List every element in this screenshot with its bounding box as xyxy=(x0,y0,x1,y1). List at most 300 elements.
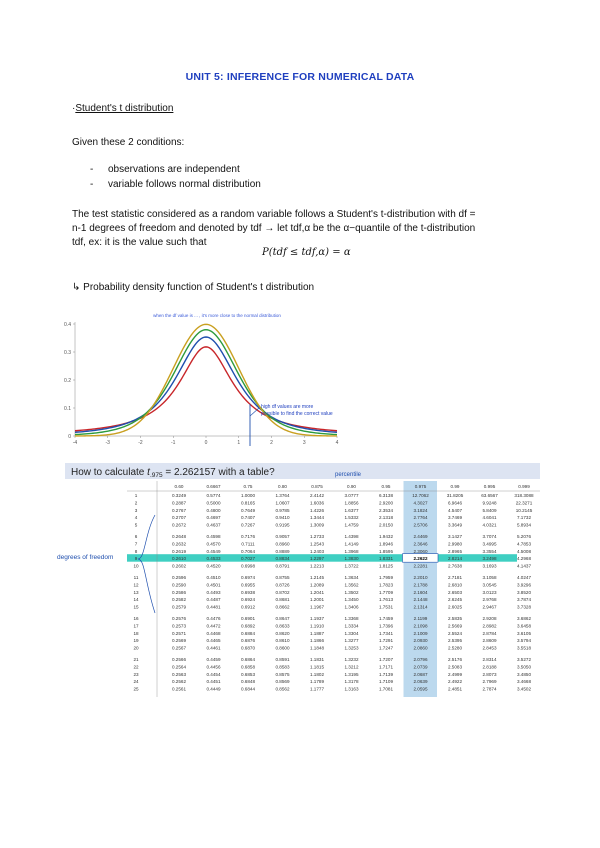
table-cell: 6.9646 xyxy=(447,500,463,506)
table-cell: 2.0150 xyxy=(378,522,394,528)
table-cell: 0.2586 xyxy=(171,589,187,595)
table-cell: 1.7459 xyxy=(378,616,394,621)
table-cell: 1.3634 xyxy=(344,575,359,580)
table-cell: 2.2281 xyxy=(413,563,428,569)
table-cell: 0.4549 xyxy=(206,548,221,554)
table-cell: 0.2582 xyxy=(171,597,187,603)
condition-item xyxy=(90,178,261,192)
column-header: 0.975 xyxy=(414,484,427,489)
table-cell: 1.2001 xyxy=(309,597,325,603)
table-cell: 0.4533 xyxy=(206,556,221,562)
table-cell: 0.2590 xyxy=(171,582,187,588)
table-cell: 2.1788 xyxy=(413,582,428,588)
table-cell: 0.2767 xyxy=(171,507,187,513)
pdf-heading: ↳ Probability density function of Student's t distribution xyxy=(72,282,315,293)
condition-dash: - xyxy=(90,179,94,190)
table-cell: 0.4697 xyxy=(206,515,221,521)
page-title: UNIT 5: INFERENCE FOR NUMERICAL DATA xyxy=(185,71,415,83)
table-cell: 4.2968 xyxy=(516,556,532,562)
table-cell: 2.3646 xyxy=(413,541,428,547)
table-cell: 0.4476 xyxy=(206,616,221,621)
table-cell: 0.2573 xyxy=(171,623,187,629)
table-cell: 0.6884 xyxy=(240,630,256,636)
table-cell: 2.5176 xyxy=(447,657,463,662)
table-cell: 1.4226 xyxy=(309,507,325,513)
column-header: 0.95 xyxy=(381,484,391,489)
table-cell: 22.3271 xyxy=(515,500,533,506)
table-cell: 3.5794 xyxy=(516,638,532,644)
table-cell: 3.6458 xyxy=(516,623,532,629)
table-cell: 1.3009 xyxy=(309,522,325,528)
table-cell: 0.7111 xyxy=(241,541,255,547)
table-cell: 4.3027 xyxy=(413,500,428,506)
df-cell: 18 xyxy=(133,630,139,636)
table-cell: 0.2563 xyxy=(171,671,187,677)
table-cell: 0.6844 xyxy=(240,686,256,692)
x-tick-label: -3 xyxy=(105,440,110,446)
table-cell: 0.6955 xyxy=(240,582,256,588)
df-cell: 5 xyxy=(134,522,138,528)
table-cell: 1.7081 xyxy=(378,686,394,692)
quantile-formula: P(tdf ≤ tdf,α) = α xyxy=(262,247,351,258)
table-cell: 0.4465 xyxy=(206,638,221,644)
table-cell: 2.0930 xyxy=(413,638,428,644)
table-cell: 4.5008 xyxy=(516,548,532,554)
table-cell: 4.1437 xyxy=(516,563,532,569)
table-cell: 0.2561 xyxy=(171,686,187,692)
table-cell: 3.1824 xyxy=(413,507,428,513)
table-cell: 0.6876 xyxy=(240,638,256,644)
chart-annotation: possible to find the correct value xyxy=(261,411,333,417)
table-cell: 4.0321 xyxy=(482,522,497,528)
table-cell: 0.2579 xyxy=(171,604,187,610)
df-cell: 14 xyxy=(133,597,139,603)
y-tick-label: 0 xyxy=(68,434,71,440)
table-cell: 3.9296 xyxy=(516,582,532,588)
table-cell: 1.1815 xyxy=(309,664,325,670)
table-cell: 0.7649 xyxy=(240,507,256,513)
table-cell: 2.7764 xyxy=(413,515,428,521)
table-cell: 0.4598 xyxy=(206,534,221,539)
table-cell: 3.4850 xyxy=(516,671,532,677)
table-cell: 1.3968 xyxy=(344,548,359,554)
table-cell: 3.5272 xyxy=(516,657,532,662)
table-cell: 0.6974 xyxy=(240,575,256,580)
table-cell: 0.4451 xyxy=(206,679,221,685)
table-cell: 1.7291 xyxy=(378,638,394,644)
table-cell: 4.7853 xyxy=(516,541,532,547)
table-cell: 2.4999 xyxy=(447,671,463,677)
table-cell: 2.3534 xyxy=(378,507,394,513)
annotation-pointer xyxy=(250,408,259,416)
table-cell: 1.1887 xyxy=(309,630,325,636)
table-cell: 0.9195 xyxy=(275,522,290,528)
table-cell: 2.0860 xyxy=(413,645,428,651)
table-cell: 31.8205 xyxy=(446,493,464,498)
table-cell: 1.7709 xyxy=(378,589,394,595)
table-cell: 0.8620 xyxy=(275,630,290,636)
table-cell: 0.6848 xyxy=(240,679,256,685)
column-header: 0.60 xyxy=(174,484,184,489)
chart-annotation: high df values are more xyxy=(261,404,314,410)
table-cell: 2.5669 xyxy=(447,623,463,629)
pdf-curve-green xyxy=(75,330,337,435)
table-cell: 1.2145 xyxy=(309,575,325,580)
table-cell: 4.0247 xyxy=(516,575,532,580)
table-cell: 0.4461 xyxy=(206,645,221,651)
table-cell: 3.0123 xyxy=(482,589,497,595)
table-cell: 1.9432 xyxy=(378,534,394,539)
table-cell: 1.3212 xyxy=(344,664,359,670)
table-cell: 3.2498 xyxy=(482,556,497,562)
table-cell: 2.6810 xyxy=(447,582,463,588)
dof-bracket xyxy=(138,515,155,613)
table-cell: 0.4510 xyxy=(206,575,221,580)
condition-text: variable follows normal distribution xyxy=(108,179,261,190)
table-cell: 0.4493 xyxy=(206,589,221,595)
table-cell: 2.7181 xyxy=(447,575,463,580)
table-cell: 0.4637 xyxy=(206,522,221,528)
table-cell: 2.0687 xyxy=(413,671,428,677)
table-cell: 0.6858 xyxy=(240,664,256,670)
table-cell: 2.1448 xyxy=(413,597,428,603)
table-cell: 3.3554 xyxy=(482,548,497,554)
table-cell: 2.5524 xyxy=(447,630,463,636)
table-cell: 3.7874 xyxy=(516,597,532,603)
table-cell: 0.8591 xyxy=(275,657,290,662)
percentile-label: percentile xyxy=(335,472,362,478)
column-header: 0.6667 xyxy=(206,484,221,489)
table-cell: 3.5518 xyxy=(516,645,532,651)
table-cell: 2.5395 xyxy=(447,638,463,644)
table-cell: 2.0639 xyxy=(413,679,428,685)
df-cell: 16 xyxy=(133,616,139,621)
table-cell: 1.7341 xyxy=(378,630,394,636)
table-cell: 7.1732 xyxy=(516,515,532,521)
table-cell: 1.7396 xyxy=(378,623,394,629)
table-cell: 0.2707 xyxy=(171,515,187,521)
table-cell: 3.0777 xyxy=(344,493,359,498)
table-cell: 1.8125 xyxy=(378,563,394,569)
table-cell: 1.8856 xyxy=(344,500,359,506)
table-cell: 0.4570 xyxy=(206,541,221,547)
table-cell: 0.8569 xyxy=(275,679,290,685)
df-cell: 10 xyxy=(133,563,139,569)
df-cell: 13 xyxy=(133,589,139,595)
table-cell: 1.1910 xyxy=(309,623,325,629)
table-cell: 0.4501 xyxy=(206,582,221,588)
table-cell: 1.7139 xyxy=(378,671,394,677)
table-cell: 3.0545 xyxy=(482,582,497,588)
table-cell: 1.3232 xyxy=(344,657,359,662)
table-cell: 0.8647 xyxy=(275,616,290,621)
table-cell: 2.8609 xyxy=(482,638,497,644)
table-cell: 2.5706 xyxy=(413,522,428,528)
table-cell: 4.6041 xyxy=(482,515,497,521)
table-cell: 1.2297 xyxy=(309,556,325,562)
pdf-curve-red xyxy=(75,347,337,431)
table-cell: 1.4759 xyxy=(344,522,359,528)
table-cell: 2.6245 xyxy=(447,597,463,603)
table-cell: 1.7823 xyxy=(378,582,394,588)
df-cell: 17 xyxy=(133,623,139,629)
x-tick-label: 3 xyxy=(302,440,306,446)
table-cell: 0.2571 xyxy=(171,630,187,636)
table-cell: 0.2610 xyxy=(171,556,187,562)
table-cell: 0.2569 xyxy=(171,638,187,644)
table-cell: 1.2403 xyxy=(309,548,325,554)
table-cell: 2.2010 xyxy=(413,575,428,580)
table-cell: 2.7638 xyxy=(447,563,463,569)
column-header: 0.875 xyxy=(311,484,323,489)
table-cell: 0.8755 xyxy=(275,575,290,580)
table-cell: 0.2566 xyxy=(171,657,187,662)
table-cell: 2.1604 xyxy=(413,589,428,595)
df-cell: 24 xyxy=(133,679,139,685)
table-cell: 0.6998 xyxy=(240,563,256,569)
table-cell: 1.7109 xyxy=(378,679,394,685)
table-cell: 2.2622 xyxy=(413,556,428,562)
table-cell: 1.3562 xyxy=(344,582,359,588)
table-cell: 1.3722 xyxy=(344,563,359,569)
table-cell: 1.7613 xyxy=(378,597,394,603)
table-cell: 1.1937 xyxy=(309,616,325,621)
table-cell: 2.9980 xyxy=(447,541,463,547)
paragraph-line: n-1 degrees of freedom and denoted by tdf → let tdf,α be the α−quantile of the t-distribution xyxy=(72,223,476,234)
table-cell: 3.1427 xyxy=(447,534,463,539)
df-cell: 4 xyxy=(134,515,138,521)
table-cell: 3.7074 xyxy=(482,534,497,539)
table-cell: 0.7027 xyxy=(240,556,256,562)
pdf-curve-blue xyxy=(75,337,337,432)
table-cell: 3.6105 xyxy=(516,630,532,636)
table-cell: 3.7328 xyxy=(516,604,532,610)
df-cell: 11 xyxy=(133,575,139,580)
y-tick-label: 0.3 xyxy=(64,350,71,356)
table-cell: 0.4481 xyxy=(206,604,221,610)
y-tick-label: 0.4 xyxy=(64,322,71,328)
table-cell: 3.4995 xyxy=(482,541,497,547)
table-cell: 0.2648 xyxy=(171,534,187,539)
table-cell: 0.4468 xyxy=(206,630,221,636)
table-cell: 0.8726 xyxy=(275,582,290,588)
table-cell: 1.3163 xyxy=(344,686,359,692)
table-cell: 1.2041 xyxy=(309,589,325,595)
table-cell: 0.6864 xyxy=(240,657,256,662)
y-tick-label: 0.2 xyxy=(64,378,71,384)
table-cell: 0.7407 xyxy=(240,515,256,521)
table-cell: 1.3406 xyxy=(344,604,359,610)
condition-dash: - xyxy=(90,164,94,175)
table-cell: 1.2543 xyxy=(309,541,325,547)
table-cell: 1.1866 xyxy=(309,638,325,644)
table-cell: 0.2887 xyxy=(171,500,187,506)
table-cell: 2.5280 xyxy=(447,645,463,651)
df-cell: 8 xyxy=(134,548,138,554)
table-cell: 0.9057 xyxy=(275,534,290,539)
table-cell: 0.6870 xyxy=(240,645,256,651)
x-tick-label: -2 xyxy=(138,440,143,446)
table-cell: 0.8583 xyxy=(275,664,290,670)
table-cell: 0.2567 xyxy=(171,645,187,651)
table-cell: 6.3138 xyxy=(378,493,394,498)
table-cell: 3.8520 xyxy=(516,589,532,595)
x-tick-label: -4 xyxy=(72,440,78,446)
table-cell: 0.6892 xyxy=(240,623,256,629)
table-cell: 10.2145 xyxy=(515,507,533,513)
paragraph-line: The test statistic considered as a random variable follows a Student's t-distribution with df = xyxy=(72,209,476,220)
table-cell: 1.3277 xyxy=(344,638,359,644)
t-table-figure xyxy=(57,463,540,697)
y-tick-label: 0.1 xyxy=(64,406,71,412)
table-cell: 2.6025 xyxy=(447,604,463,610)
table-cell: 0.8610 xyxy=(275,638,290,644)
table-cell: 1.3253 xyxy=(344,645,359,651)
x-tick-label: 0 xyxy=(204,440,208,446)
x-tick-label: -1 xyxy=(171,440,176,446)
df-cell: 6 xyxy=(134,534,138,539)
table-cell: 2.8982 xyxy=(482,623,497,629)
table-cell: 0.2619 xyxy=(171,548,187,554)
table-cell: 0.2602 xyxy=(171,563,187,569)
table-cell: 0.7064 xyxy=(240,548,256,554)
table-cell: 2.0739 xyxy=(413,664,428,670)
dof-label: degrees of freedom xyxy=(57,554,114,561)
pdf-curve-gold xyxy=(75,324,337,436)
table-cell: 1.3444 xyxy=(309,515,325,521)
table-cell: 12.7062 xyxy=(412,493,429,498)
table-cell: 2.9768 xyxy=(482,597,497,603)
df-cell: 9 xyxy=(134,556,138,562)
x-tick-label: 4 xyxy=(335,440,339,446)
column-header: 0.995 xyxy=(483,484,496,489)
table-cell: 1.3178 xyxy=(344,679,359,685)
table-cell: 0.8889 xyxy=(275,548,290,554)
table-cell: 0.8662 xyxy=(275,604,290,610)
table-cell: 1.2213 xyxy=(309,563,325,569)
df-cell: 2 xyxy=(134,500,138,506)
table-cell: 63.6567 xyxy=(481,493,498,498)
table-cell: 5.2076 xyxy=(516,534,532,539)
table-cell: 2.1314 xyxy=(413,604,428,610)
column-header: 0.99 xyxy=(450,484,460,489)
table-cell: 0.7267 xyxy=(240,522,256,528)
table-cell: 1.7171 xyxy=(378,664,394,670)
table-cell: 1.2089 xyxy=(309,582,325,588)
table-cell: 1.6377 xyxy=(344,507,359,513)
table-cell: 2.9467 xyxy=(482,604,497,610)
table-cell: 3.4502 xyxy=(516,686,532,692)
table-cell: 2.5083 xyxy=(447,664,463,670)
table-cell: 0.2576 xyxy=(171,616,187,621)
column-header: 0.90 xyxy=(347,484,356,489)
table-cell: 5.8934 xyxy=(516,522,532,528)
table-title: How to calculate $t_{.975} = 2.262157$ with a table? xyxy=(71,467,275,479)
table-cell: 3.6862 xyxy=(516,616,532,621)
table-cell: 2.6503 xyxy=(447,589,463,595)
df-cell: 20 xyxy=(133,645,139,651)
df-cell: 23 xyxy=(133,671,139,677)
table-cell: 1.8946 xyxy=(378,541,394,547)
df-cell: 12 xyxy=(133,582,139,588)
table-cell: 9.9248 xyxy=(482,500,497,506)
column-header: 0.75 xyxy=(243,484,253,489)
table-cell: 2.8073 xyxy=(482,671,497,677)
table-cell: 1.7247 xyxy=(378,645,394,651)
table-cell: 0.6901 xyxy=(240,616,256,621)
paragraph-line: tdf, ex: it is the value such that xyxy=(72,237,207,248)
x-tick-label: 1 xyxy=(237,440,241,446)
table-cell: 1.3195 xyxy=(344,671,359,677)
table-cell: 1.7207 xyxy=(378,657,394,662)
table-cell: 2.8188 xyxy=(482,664,497,670)
table-cell: 1.4149 xyxy=(344,541,359,547)
table-cell: 0.2562 xyxy=(171,679,187,685)
table-cell: 3.4668 xyxy=(516,679,532,685)
table-cell: 4.5407 xyxy=(447,507,463,513)
table-cell: 1.8331 xyxy=(378,556,394,562)
table-cell: 1.3368 xyxy=(344,616,359,621)
table-cell: 0.6912 xyxy=(240,604,256,610)
table-cell: 0.8165 xyxy=(240,500,256,506)
table-cell: 0.4459 xyxy=(206,657,221,662)
table-cell: 0.8575 xyxy=(275,671,290,677)
table-cell: 1.3450 xyxy=(344,597,359,603)
df-cell: 3 xyxy=(134,507,138,513)
table-cell: 3.1058 xyxy=(482,575,497,580)
condition-text: observations are independent xyxy=(108,164,240,175)
condition-item xyxy=(90,163,240,177)
table-cell: 1.6036 xyxy=(309,500,325,506)
table-cell: 2.5835 xyxy=(447,616,463,621)
table-cell: 2.1318 xyxy=(378,515,394,521)
df-cell: 1 xyxy=(134,493,138,498)
table-cell: 0.8960 xyxy=(275,541,290,547)
table-cell: 2.8453 xyxy=(482,645,497,651)
table-cell: 2.4469 xyxy=(413,534,428,539)
table-cell: 2.3060 xyxy=(413,548,428,554)
section-heading xyxy=(72,102,173,116)
section-prefix: · xyxy=(72,103,76,114)
table-cell: 2.1009 xyxy=(413,630,428,636)
table-cell: 0.5774 xyxy=(206,493,221,498)
table-cell: 0.9410 xyxy=(275,515,290,521)
df-cell: 22 xyxy=(133,664,139,670)
table-cell: 1.3764 xyxy=(275,493,290,498)
table-cell: 1.1802 xyxy=(309,671,325,677)
table-cell: 0.8562 xyxy=(275,686,290,692)
table-cell: 0.8600 xyxy=(275,645,290,651)
table-cell: 1.3830 xyxy=(344,556,359,562)
table-cell: 2.7874 xyxy=(482,686,497,692)
table-cell: 0.8791 xyxy=(275,563,290,569)
table-cell: 2.0796 xyxy=(413,657,428,662)
table-cell: 0.9785 xyxy=(275,507,290,513)
table-cell: 0.4449 xyxy=(206,686,221,692)
table-cell: 2.4142 xyxy=(309,493,325,498)
table-cell: 2.1098 xyxy=(413,623,428,629)
table-cell: 1.7959 xyxy=(378,575,394,580)
table-cell: 0.3249 xyxy=(171,493,187,498)
table-cell: 1.0607 xyxy=(275,500,290,506)
table-cell: 1.1777 xyxy=(309,686,325,692)
table-cell: 3.3649 xyxy=(447,522,463,528)
table-cell: 0.7176 xyxy=(240,534,256,539)
table-cell: 0.5000 xyxy=(206,500,221,506)
df-cell: 7 xyxy=(134,541,138,547)
table-cell: 2.9200 xyxy=(378,500,394,506)
table-cell: 0.8702 xyxy=(275,589,290,595)
